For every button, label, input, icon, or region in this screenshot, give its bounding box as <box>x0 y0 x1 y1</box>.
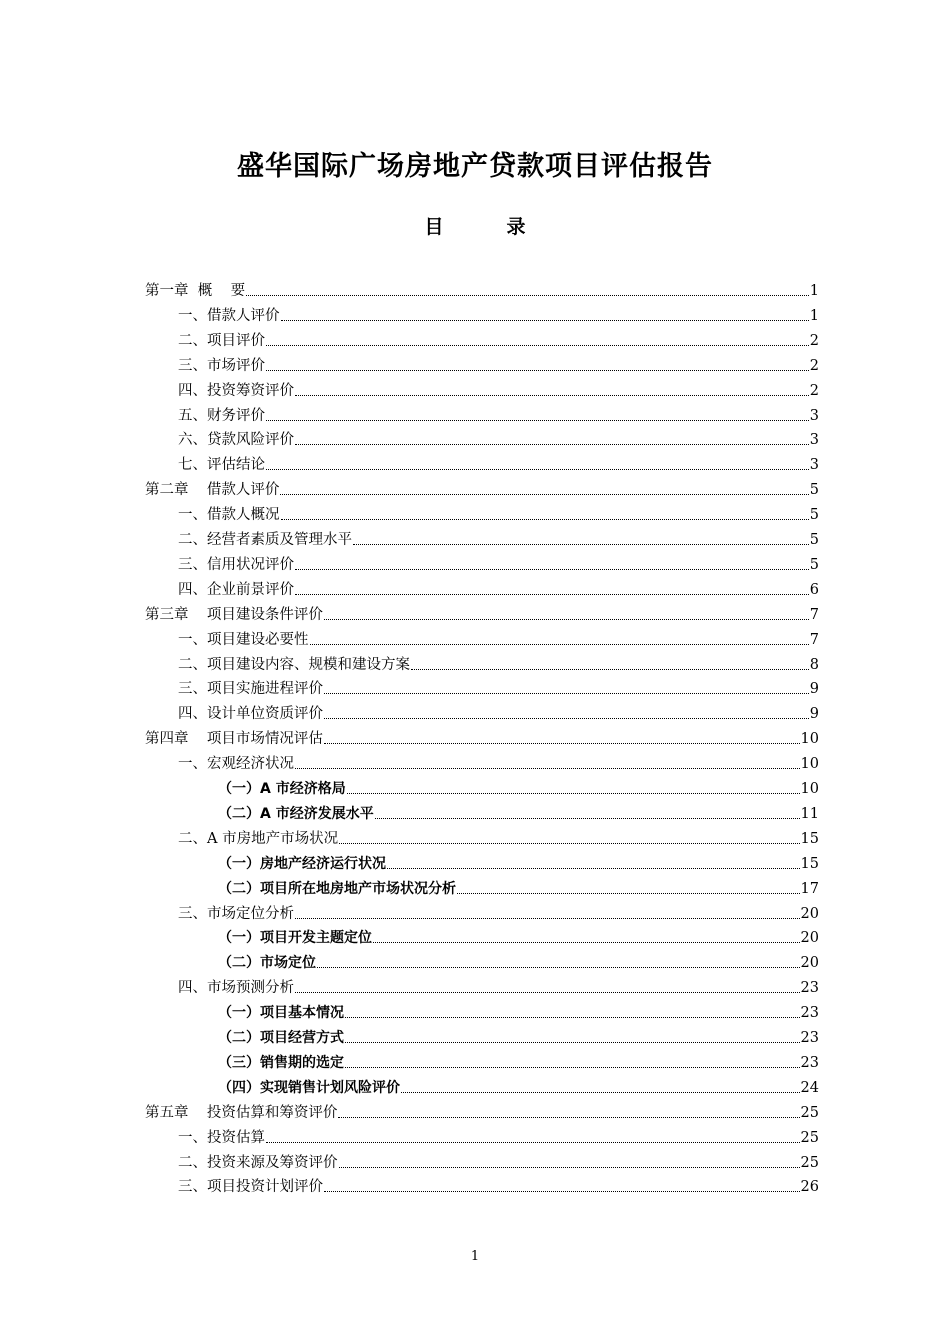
toc-leader-dots <box>345 1041 800 1043</box>
toc-leader-dots <box>375 817 800 819</box>
toc-entry-page: 3 <box>809 457 819 474</box>
toc-entry-label: 三、项目投资计划评价 <box>178 1179 323 1196</box>
toc-leader-dots <box>324 618 809 620</box>
toc-leader-dots <box>317 966 800 968</box>
toc-entry-label: 第四章 项目市场情况评估 <box>145 731 323 748</box>
toc-entry-label: 三、项目实施进程评价 <box>178 681 323 698</box>
toc-entry-page: 5 <box>809 482 819 499</box>
toc-entry-page: 9 <box>809 706 819 723</box>
toc-entry-label: 一、借款人概况 <box>178 507 280 524</box>
page-number: 1 <box>470 1249 480 1264</box>
toc-entry-page: 25 <box>800 1104 819 1121</box>
toc-entry-page: 1 <box>809 283 819 299</box>
toc-entry[interactable] <box>218 997 819 1022</box>
toc-entry[interactable] <box>178 325 819 350</box>
toc-entry-label: （二）A 市经济发展水平 <box>218 805 374 822</box>
toc-entry[interactable] <box>218 1022 819 1047</box>
toc-entry[interactable] <box>178 649 819 674</box>
toc-entry-page: 23 <box>800 1030 819 1046</box>
toc-leader-dots <box>324 692 809 694</box>
toc-entry[interactable] <box>178 499 819 524</box>
toc-entry-page: 1 <box>809 307 819 324</box>
toc-entry-page: 7 <box>809 606 819 623</box>
toc-entry-label: 第三章 项目建设条件评价 <box>145 606 323 623</box>
toc-entry-page: 2 <box>809 357 819 374</box>
toc-entry-page: 17 <box>800 880 819 897</box>
toc-leader-dots <box>295 443 809 445</box>
toc-entry[interactable] <box>178 350 819 375</box>
toc-leader-dots <box>295 991 800 993</box>
toc-entry[interactable] <box>178 424 819 449</box>
toc-entry-label: 一、借款人评价 <box>178 307 280 324</box>
toc-entry[interactable] <box>178 574 819 599</box>
toc-entry[interactable] <box>178 524 819 549</box>
toc-entry-page: 25 <box>800 1154 819 1171</box>
toc-entry[interactable] <box>178 400 819 425</box>
toc-leader-dots <box>266 344 809 346</box>
toc-entry-label: （三）销售期的选定 <box>218 1054 344 1071</box>
toc-entry-page: 5 <box>809 532 819 548</box>
toc-leader-dots <box>280 493 808 495</box>
document-title: 盛华国际广场房地产贷款项目评估报告 <box>237 151 713 182</box>
toc-entry-page: 20 <box>800 955 819 972</box>
toc-entry-page: 23 <box>800 1054 819 1071</box>
toc-entry[interactable] <box>218 848 819 873</box>
toc-leader-dots <box>457 892 800 894</box>
toc-entry[interactable] <box>178 1147 819 1172</box>
toc-leader-dots <box>338 1116 799 1118</box>
toc-leader-dots <box>246 294 809 296</box>
toc-entry-label: 第五章 投资估算和筹资评价 <box>145 1104 338 1121</box>
toc-entry-page: 10 <box>800 731 819 748</box>
toc-entry[interactable] <box>218 1072 819 1097</box>
toc-entry-page: 26 <box>800 1179 819 1196</box>
toc-entry[interactable] <box>218 798 819 823</box>
toc-leader-dots <box>401 1091 800 1093</box>
toc-leader-dots <box>324 742 800 744</box>
toc-entry[interactable] <box>178 300 819 325</box>
toc-entry-label: 二、经营者素质及管理水平 <box>178 532 352 548</box>
toc-leader-dots <box>266 1141 800 1143</box>
toc-leader-dots <box>347 792 800 794</box>
toc-entry[interactable] <box>218 773 819 798</box>
toc-entry[interactable] <box>145 275 819 300</box>
toc-entry-page: 9 <box>809 681 819 698</box>
toc-heading: 目 录 <box>424 216 548 238</box>
toc-leader-dots <box>345 1016 800 1018</box>
toc-entry-label: 第一章 概 要 <box>145 283 246 299</box>
toc-entry-label: 二、项目评价 <box>178 332 265 349</box>
toc-entry[interactable] <box>218 947 819 972</box>
toc-entry[interactable] <box>145 474 819 499</box>
toc-entry-page: 20 <box>800 930 819 947</box>
toc-leader-dots <box>281 518 809 520</box>
toc-leader-dots <box>373 941 800 943</box>
toc-entry-label: 一、项目建设必要性 <box>178 631 309 648</box>
toc-entry-label: 一、投资估算 <box>178 1129 265 1146</box>
toc-leader-dots <box>310 643 809 645</box>
toc-entry-page: 10 <box>800 756 819 773</box>
toc-entry-page: 6 <box>809 581 819 598</box>
toc-entry-label: 四、市场预测分析 <box>178 980 294 997</box>
toc-entry-page: 23 <box>800 980 819 997</box>
toc-leader-dots <box>295 593 809 595</box>
toc-entry-label: 四、设计单位资质评价 <box>178 706 323 723</box>
toc-entry-page: 7 <box>809 631 819 648</box>
toc-entry-page: 3 <box>809 432 819 449</box>
toc-entry[interactable] <box>178 748 819 773</box>
toc-entry-page: 5 <box>809 507 819 524</box>
toc-leader-dots <box>266 369 809 371</box>
toc-entry[interactable] <box>145 1097 819 1122</box>
toc-entry[interactable] <box>178 449 819 474</box>
toc-entry[interactable] <box>145 723 819 748</box>
toc-entry-label: （一）房地产经济运行状况 <box>218 855 386 872</box>
toc-leader-dots <box>266 419 809 421</box>
toc-entry-label: 二、投资来源及筹资评价 <box>178 1154 338 1171</box>
toc-entry-label: （一）项目基本情况 <box>218 1005 344 1022</box>
toc-entry-label: （一）A 市经济格局 <box>218 781 346 797</box>
toc-entry-page: 15 <box>800 830 819 847</box>
toc-entry[interactable] <box>218 873 819 898</box>
toc-entry-label: 一、宏观经济状况 <box>178 756 294 773</box>
toc-entry-label: 三、信用状况评价 <box>178 556 294 573</box>
toc-entry[interactable] <box>145 599 819 624</box>
toc-entry[interactable] <box>178 624 819 649</box>
toc-entry-label: 第二章 借款人评价 <box>145 482 280 499</box>
toc-leader-dots <box>387 867 800 869</box>
toc-entry-label: （二）项目所在地房地产市场状况分析 <box>218 880 456 897</box>
toc-entry-label: 二、项目建设内容、规模和建设方案 <box>178 656 410 673</box>
toc-leader-dots <box>281 319 809 321</box>
toc-entry-label: 三、市场定位分析 <box>178 905 294 922</box>
toc-leader-dots <box>345 1066 800 1068</box>
toc-leader-dots <box>295 568 809 570</box>
toc-leader-dots <box>339 842 799 844</box>
toc-leader-dots <box>411 668 809 670</box>
toc-leader-dots <box>295 394 809 396</box>
toc-entry-page: 10 <box>800 781 819 797</box>
toc-leader-dots <box>324 1190 800 1192</box>
toc-leader-dots <box>353 543 809 545</box>
toc-entry-label: 四、投资筹资评价 <box>178 382 294 399</box>
toc-leader-dots <box>266 468 809 470</box>
toc-leader-dots <box>295 917 800 919</box>
toc-entry-page: 25 <box>800 1129 819 1146</box>
toc-entry[interactable] <box>178 972 819 997</box>
toc-entry-page: 24 <box>800 1079 819 1096</box>
toc-entry-label: （四）实现销售计划风险评价 <box>218 1079 400 1096</box>
toc-entry[interactable] <box>218 1047 819 1072</box>
toc-entry-page: 15 <box>800 855 819 872</box>
toc-entry-page: 3 <box>809 407 819 424</box>
toc-entry-label: 三、市场评价 <box>178 357 265 374</box>
toc-entry-label: （一）项目开发主题定位 <box>218 930 372 947</box>
toc-entry-label: 二、A 市房地产市场状况 <box>178 830 339 847</box>
toc-entry-page: 2 <box>809 382 819 399</box>
toc-entry[interactable] <box>178 1171 819 1196</box>
toc-entry-page: 5 <box>809 556 819 573</box>
toc-entry[interactable] <box>178 823 819 848</box>
toc-leader-dots <box>339 1166 800 1168</box>
toc-entry-page: 23 <box>800 1005 819 1022</box>
toc-entry-page: 20 <box>800 905 819 922</box>
toc-entry-label: 四、企业前景评价 <box>178 581 294 598</box>
toc-entry[interactable] <box>178 673 819 698</box>
toc-entry[interactable] <box>218 922 819 947</box>
toc-entry[interactable] <box>178 549 819 574</box>
toc-entry-label: 六、贷款风险评价 <box>178 432 294 449</box>
toc-entry-label: （二）市场定位 <box>218 955 316 972</box>
toc-entry[interactable] <box>178 898 819 923</box>
toc-entry-page: 2 <box>809 332 819 349</box>
toc-entry-label: （二）项目经营方式 <box>218 1030 344 1046</box>
toc-entry[interactable] <box>178 1122 819 1147</box>
toc-leader-dots <box>295 767 800 769</box>
toc-leader-dots <box>324 717 809 719</box>
toc-entry-label: 五、财务评价 <box>178 407 265 424</box>
toc-entry-page: 8 <box>809 656 819 673</box>
toc-entry-page: 11 <box>800 805 819 822</box>
toc-entry[interactable] <box>178 698 819 723</box>
toc-entry-label: 七、评估结论 <box>178 457 265 474</box>
toc-entry[interactable] <box>178 375 819 400</box>
